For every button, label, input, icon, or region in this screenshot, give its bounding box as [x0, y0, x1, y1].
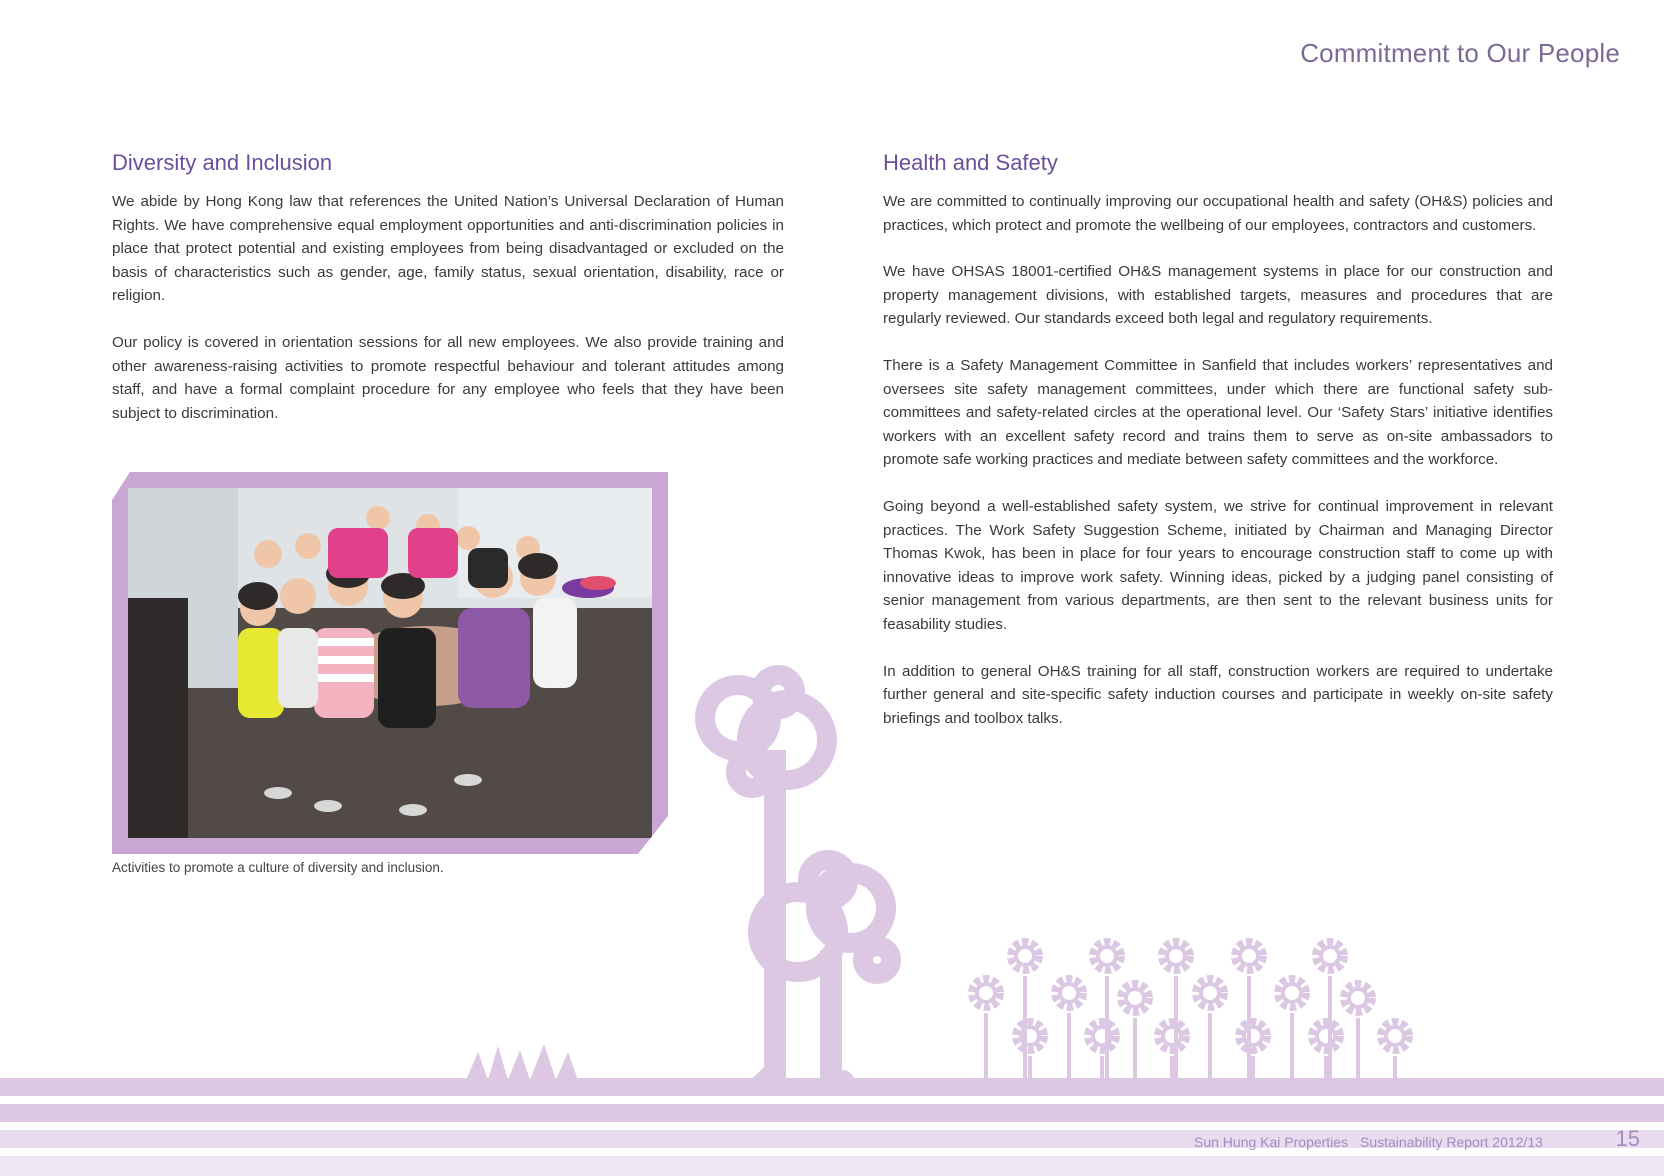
flower-icon: [1093, 942, 1121, 1080]
flower-icon: [1278, 979, 1306, 1080]
flower-icon: [1088, 1022, 1116, 1080]
safety-paragraph-4: Going beyond a well-established safety system, we strive for continual improvement in relevant practices. The Work Safety Suggestion Scheme, initiated by Chairman and Managing Director Thomas Kwok, has been in place for four years to encourage construction staff to come up with innovative ideas to improve work safety. Winning ideas, picked by a judging panel consisting of senior management from various departments, are then sent to the relevant business units for feasability studies.: [883, 497, 1553, 633]
flower-icon: [1196, 979, 1224, 1080]
safety-paragraph-2: We have OHSAS 18001-certified OH&S management systems in place for our construction and property management divisions, with established targets, measures and procedures that are regularly reviewed. Our standards exceed both legal and regulatory requirements.: [883, 263, 1553, 328]
ground-stripe: [0, 1104, 1664, 1122]
flower-icon: [1344, 984, 1372, 1080]
flower-icon: [1381, 1022, 1409, 1080]
footer-report-title: Sustainability Report 2012/13: [1360, 1134, 1543, 1150]
footer-company: Sun Hung Kai Properties: [1194, 1134, 1349, 1150]
flower-icon: [1312, 1022, 1340, 1080]
photo-caption: Activities to promote a culture of diversity and inclusion.: [112, 860, 444, 875]
tree-bubbles: [705, 675, 891, 974]
flower-icon: [1162, 942, 1190, 1080]
ground-stripe: [0, 1156, 1664, 1176]
diversity-paragraph-1: We abide by Hong Kong law that references the United Nation’s Universal Declaration of Human Rights. We have comprehensive equal employment opportunities and anti-discrimination policies in place that protect potential and existing employees from being disadvantaged or excluded on the basis of characteristics such as gender, age, family status, sexual orientation, disability, race or religion.: [112, 193, 784, 305]
diversity-heading: Diversity and Inclusion: [112, 150, 333, 175]
flower-icon: [1011, 942, 1039, 1080]
flower-icon: [1316, 942, 1344, 1080]
flower-icon: [972, 979, 1000, 1080]
flower-icon: [1239, 1022, 1267, 1080]
group-photo-illustration: [128, 488, 652, 838]
flower-icon: [1121, 984, 1149, 1080]
flower-icon: [1158, 1022, 1186, 1080]
safety-paragraph-5: In addition to general OH&S training for all staff, construction workers are required to undertake further general and site-specific safety induction courses and participate in weekly on-site safety briefings and toolbox talks.: [883, 662, 1553, 727]
flower-field: [972, 942, 1409, 1080]
safety-paragraph-3: There is a Safety Management Committee in Sanfield that includes workers’ representatives and oversees site safety management committees, under which there are functional safety sub-committees and safety-related circles at the operational level. Our ‘Safety Stars’ initiative identifies workers with an excellent safety record and trains them to serve as on-site ambassadors to promote safe working practices and mediate between safety committees and the workforce.: [883, 356, 1553, 469]
page-number: 15: [1615, 1126, 1640, 1151]
ground-stripe: [0, 1078, 1664, 1096]
section-title: Commitment to Our People: [1300, 38, 1620, 68]
group-photo: [128, 488, 652, 838]
flower-icon: [1235, 942, 1263, 1080]
health-safety-heading: Health and Safety: [883, 150, 1058, 175]
flower-icon: [1055, 979, 1083, 1080]
safety-paragraph-1: We are committed to continually improving our occupational health and safety (OH&S) policies and practices, which protect and promote the wellbeing of our employees, contractors and customers.: [883, 193, 1553, 234]
diversity-paragraph-2: Our policy is covered in orientation sessions for all new employees. We also provide training and other awareness-raising activities to promote respectful behaviour and tolerant attitudes among staff, and have a formal complaint procedure for any employee who feels that they have been subject to discrimination.: [112, 333, 784, 422]
photo-frame: [112, 472, 668, 854]
flower-icon: [1016, 1022, 1044, 1080]
grass-decor: [466, 1044, 578, 1080]
